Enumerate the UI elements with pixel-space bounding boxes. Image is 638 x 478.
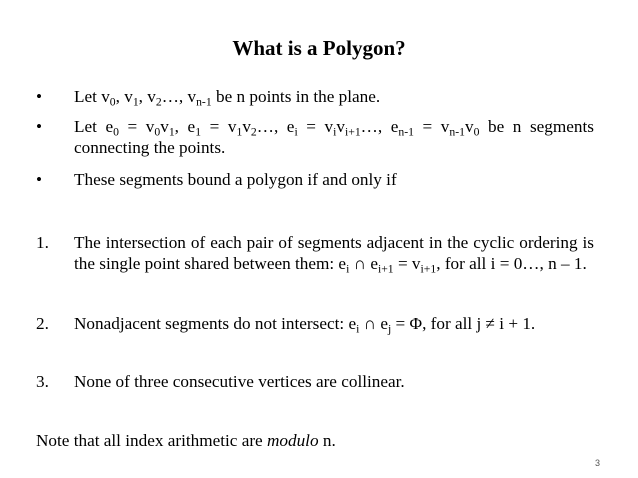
note: Note that all index arithmetic are modulo n. (36, 431, 336, 450)
item-1-number: 1. (36, 233, 49, 252)
slide-title: What is a Polygon? (232, 36, 406, 60)
item-3: None of three consecutive vertices are collinear. (74, 372, 405, 391)
item-1: The intersection of each pair of segments adjacent in the cyclic ordering is the single point shared between them: $e_i$ ∩ $e_{i+1} = v_{i+1}$, for all i = 0…, n – 1. (74, 233, 594, 276)
bullet-2: Let $e_0 = v_0v_1$, $e_1$ = $v_1v_2\dots$, $e_i$ = $v_iv_{i+1}\dots$, $e_{n-1} = v_{n-1}v_0$ be n segments connecting the points. (74, 117, 594, 157)
bullet-marker: • (36, 117, 43, 136)
item-2: Nonadjacent segments do not intersect: $e_i$ ∩ $e_j = \Phi$, for all j ≠ i + 1. (74, 314, 536, 336)
page-number: 3 (594, 458, 600, 468)
bullet-marker: • (36, 87, 43, 106)
bullet-1: Let $v_0$, $v_1$, $v_2\dots$, $v_{n-1}$ be n points in the plane. (74, 87, 381, 109)
item-2-number: 2. (36, 314, 49, 333)
item-3-number: 3. (36, 372, 49, 391)
bullet-3: These segments bound a polygon if and only if (74, 170, 397, 189)
bullet-marker: • (36, 170, 43, 189)
